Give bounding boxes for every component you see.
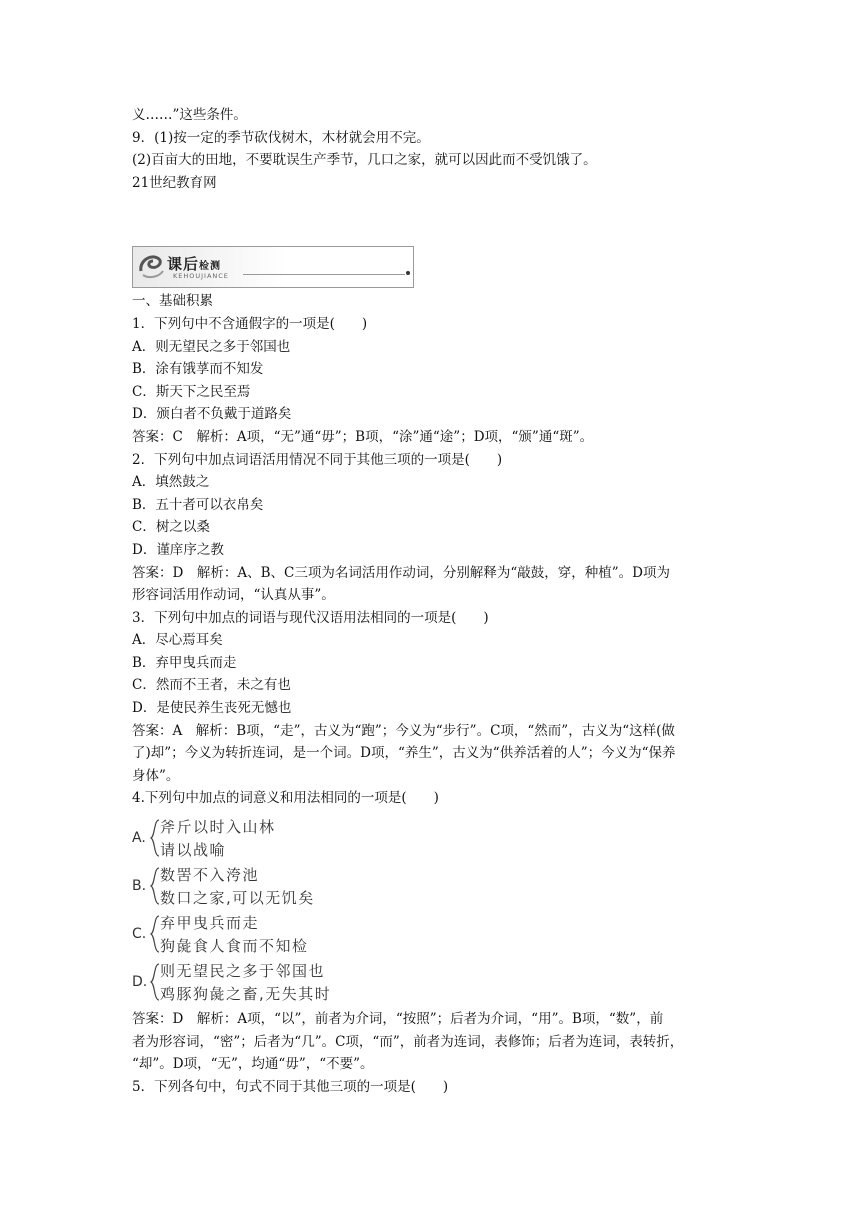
answer-text: “却”。D项，“无”，均通“毋”，“不要”。 bbox=[132, 1056, 374, 1073]
option-d: D．是使民养生丧死无憾也 bbox=[132, 700, 292, 717]
answer-text: 答案：A 解析：B项，“走”，古义为“跑”；今义为“步行”。C项，“然而”，古义为“这样(做 bbox=[132, 722, 675, 739]
option-a: A．尽心焉耳矣 bbox=[132, 632, 223, 649]
swirl-icon bbox=[137, 251, 165, 279]
source-watermark-text: 21世纪教育网 bbox=[132, 174, 217, 191]
figure-option-c bbox=[132, 910, 732, 958]
option-d: D．颁白者不负戴于道路矣 bbox=[132, 406, 292, 423]
option-letter: A. bbox=[132, 830, 146, 847]
option-letter: D. bbox=[132, 974, 148, 991]
option-letter: B. bbox=[132, 878, 147, 895]
answer-text: 形容词活用作动词，“认真从事”。 bbox=[132, 587, 335, 604]
text-line: 义……”这些条件。 bbox=[132, 107, 247, 123]
figure-option-b bbox=[132, 862, 732, 910]
answer-text: 身体”。 bbox=[132, 767, 180, 784]
question-stem: 2．下列句中加点词语活用情况不同于其他三项的一项是( ) bbox=[132, 451, 503, 468]
option-sentence-2: 数口之家,可以无饥矣 bbox=[160, 889, 315, 908]
answer-text: 答案：C 解析：A项，“无”通“毋”；B项，“涂”通“途”；D项，“颁”通“斑”。 bbox=[132, 428, 594, 445]
brace-icon bbox=[150, 818, 160, 858]
options-figure bbox=[132, 814, 732, 1006]
banner-dot bbox=[406, 271, 410, 275]
section-banner bbox=[132, 246, 414, 288]
spacer bbox=[132, 194, 732, 246]
option-b: B．涂有饿莩而不知发 bbox=[132, 361, 264, 378]
banner-title: 课后检测 bbox=[167, 255, 222, 274]
option-a: A．则无望民之多于邻国也 bbox=[132, 338, 291, 355]
question-stem: 3．下列句中加点的词语与现代汉语用法相同的一项是( ) bbox=[132, 609, 489, 626]
option-sentence-2: 狗彘食人食而不知检 bbox=[160, 937, 309, 956]
brace-icon bbox=[150, 962, 160, 1002]
option-letter: C. bbox=[132, 926, 147, 943]
option-sentence-1: 斧斤以时入山林 bbox=[160, 818, 276, 837]
section-heading: 一、基础积累 bbox=[132, 293, 213, 310]
option-c: C．斯天下之民至焉 bbox=[132, 383, 251, 400]
text-line: (2)百亩大的田地，不要耽误生产季节，几口之家，就可以因此而不受饥饿了。 bbox=[132, 152, 597, 169]
document-page bbox=[132, 104, 732, 1098]
figure-option-d bbox=[132, 958, 732, 1006]
answer-text: 答案：D 解析：A、B、C三项为名词活用作动词，分别解释为“敲鼓，穿，种植”。D项为 bbox=[132, 564, 670, 581]
answer-text: 了)却”；今义为转折连词，是一个词。D项，“养生”，古义为“供养活着的人”；今义为“保养 bbox=[132, 745, 676, 762]
option-b: B．五十者可以衣帛矣 bbox=[132, 496, 264, 513]
option-c: C．树之以桑 bbox=[132, 519, 210, 536]
option-sentence-1: 弃甲曳兵而走 bbox=[160, 914, 260, 933]
figure-option-a bbox=[132, 814, 732, 862]
answer-text: 答案：D 解析：A项，“以”，前者为介词，“按照”；后者为介词，“用”。B项，“数”，前 bbox=[132, 1011, 664, 1028]
banner-subtitle: KEHOUJIANCE bbox=[173, 272, 229, 281]
option-a: A．填然鼓之 bbox=[132, 474, 210, 491]
option-d: D．谨庠序之教 bbox=[132, 541, 224, 558]
option-sentence-2: 请以战喻 bbox=[160, 841, 227, 860]
question-stem: 5．下列各句中，句式不同于其他三项的一项是( ) bbox=[132, 1078, 449, 1095]
option-c: C．然而不王者，未之有也 bbox=[132, 677, 291, 694]
question-stem: 4.下列句中加点的词意义和用法相同的一项是( ) bbox=[132, 790, 439, 807]
option-sentence-1: 数罟不入洿池 bbox=[160, 866, 260, 885]
option-sentence-2: 鸡豚狗彘之畜,无失其时 bbox=[160, 985, 332, 1004]
banner-rule bbox=[243, 274, 405, 275]
brace-icon bbox=[150, 866, 160, 906]
answer-text: 者为形容词，“密”；后者为“几”。C项，“而”，前者为连词，表修饰；后者为连词，表转折， bbox=[132, 1033, 684, 1050]
brace-icon bbox=[150, 914, 160, 954]
option-sentence-1: 则无望民之多于邻国也 bbox=[160, 962, 326, 981]
question-stem: 1．下列句中不含通假字的一项是( ) bbox=[132, 315, 368, 332]
option-b: B．弃甲曳兵而走 bbox=[132, 654, 237, 671]
text-line: 9．(1)按一定的季节砍伐树木，木材就会用不完。 bbox=[132, 129, 430, 146]
